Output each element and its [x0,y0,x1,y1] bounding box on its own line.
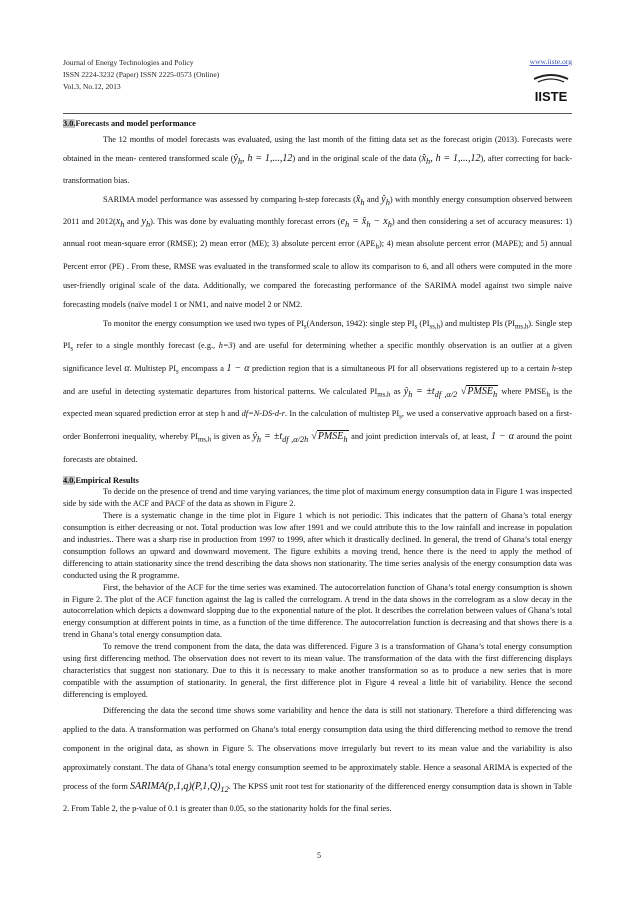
section-4-para-3: First, the behavior of the ACF for the time series was examined. The autocorrelation function of Ghana’s total energy consumption is shown in Figure 2. The plot of the ACF function against the lag is called the correlogram. A trend in the data shows in the correlogram as a slow decay in the autocorrelation which depicts a downward slopping due to the exponential nature of the plot. It describes the correlation between values of Ghana’s total energy consumption at different points in time, as a function of the time difference. The autocorrelation function is decreasing and that shows there is a trend in Ghana’s total energy consumption data. [63,582,572,640]
journal-title: Journal of Energy Technologies and Policy [63,58,194,67]
section-3-heading: 3.0.Forecasts and model performance [63,119,196,128]
journal-volume: Vol.3, No.12, 2013 [63,82,121,91]
section-4-para-2: There is a systematic change in the time plot in Figure 1 which is not periodic. This indicates that the pattern of Ghana’s total energy consumption is either decreasing or not. Total production was low after 1991 and we could attribute this to the low rainfall and increase in population and industries.. There was a sharp rise in production from 1997 to 1999, after which it drastically declined. In general, the trend of Ghana’s total energy consumption follows an upward and downward movement. The figure exhibits a moving trend, hence there is the need to apply the method of differencing to attain stationarity since the trend describing the data shows non stationarity. The time series analysis of the energy consumption data was conducted using the R programme. [63,511,572,580]
section-4-para-5: Differencing the data the second time shows some variability and hence the data is still not stationary. Therefore a third differencing was applied to the data. A transformation was performed on Ghana’s total energy consumption data using the third differencing method to remove the trend component in the original data, as shown in Figure 5. The observations move irregularly but revert to its mean value and the variability is also approximately constant. The data of Ghana’s total energy consumption seemed to be approximately stable. Hence a seasonal ARIMA is expected of the process of the form $SARIMA(p,1,q)(P,1,Q)_{12}$. The KPSS unit root test for stationarity of the differenced energy consumption data is shown in Table 2. From Table 2, the p-value of 0.1 is greater than 0.05, so the stationarity holds for the final series. [63,705,572,813]
iiste-logo [528,73,574,109]
section-3-para-3: To monitor the energy consumption we used two types of $PI_s(Anderson$, 1942): single step $PI_s$ $(PI_{ss,h})$ and multistep PIs $(PI_{ms,h})$. Single step $PI_s$ refer to a single monthly forecast (e.g., h=3) and are useful for determining whether a specific monthly observation is an outlier at a given significance level α. Multistep $PI_s$ encompass a 1 − α prediction region that is a simultaneous PI for all observations registered up to a certain h-step and are useful in detecting systematic departures from historical patterns. We calculated $PI_{ms,h}$ as $ŷ_h = \pm t_{df ,\alpha/2}$ $√PMSE_h$ where $PMSE_h$ is the expected mean squared prediction error at step h and df=N-DS-d-r. In the calculation of multistep $PI_s$, we used a conservative approach based on a first-order Bonferroni inequality, whereby $PI_{ms,h}$ is given as $ŷ_h = \pm t_{df ,\alpha/2h}$ $√PMSE_h$ and joint prediction intervals of, at least, 1 − α around the point forecasts are obtained. [63,318,573,464]
page-body [63,118,572,818]
section-4-heading: 4.0.Empirical Results [63,475,139,485]
logo-text: IISTE [534,89,568,104]
journal-issn: ISSN 2224-3232 (Paper) ISSN 2225-0573 (Online) [63,70,220,79]
header-rule [63,113,572,114]
page-number: 5 [317,851,321,860]
section-3-para-2: SARIMA model performance was assessed by comparing h-step forecasts ($x̂_h$ and $ŷ_h$) with monthly energy consumption observed between 2011 and $2012(x_h$ and $y_h$). This was done by evaluating monthly forecast errors ($e_h$ = $x̂_h - x_h$) and then considering a set of accuracy measures: 1) annual root mean-square error (RMSE); 2) mean error (ME); 3) absolute percent error $(APE_h)$; 4) mean absolute percent error (MAPE); and 5) annual Percent error (PE) . From these, RMSE was evaluated in the transformed scale to allow its comparison to 6, and all others were computed in the more user-friendly original scale of the data. Additionally, we compared the forecasting performance of the SARIMA model against two simple naive forecasting models (naïve model 1 or NM1, and naive model 2 or NM2. [63,193,573,309]
journal-url-link[interactable]: www.iiste.org [529,57,572,66]
section-4-para-4: To remove the trend component from the data, the data was differenced. Figure 3 is a transformation of Ghana’s total energy consumption using first differencing method. The observation does not revert to its mean value. The transformation of the data with the first differencing displays characteristics that suggest non stationary. Due to this it is necessary to make another transformation so as to produce a new series that is more compatible with the assumption of stationarity. In general, the first difference plot in Figure 4 reveal a little bit of variability. Hence the second differencing is employed. [63,642,572,699]
section-3-para-1: The 12 months of model forecasts was evaluated, using the last month of the fitting data set as the forecast origin (2013). Forecasts were obtained in the mean- centered transformed scale ($ŷ_h$, h = 1,...,12) and in the original scale of the data ($x̂_h$, h = 1,...,12), after correcting for back-transformation bias. [63,134,573,185]
section-4-para-1: To decide on the presence of trend and time varying variances, the time plot of maximum energy consumption data in Figure 1 was inspected side by side with the ACF and PACF of the data as shown in Figure 2. [63,487,572,509]
